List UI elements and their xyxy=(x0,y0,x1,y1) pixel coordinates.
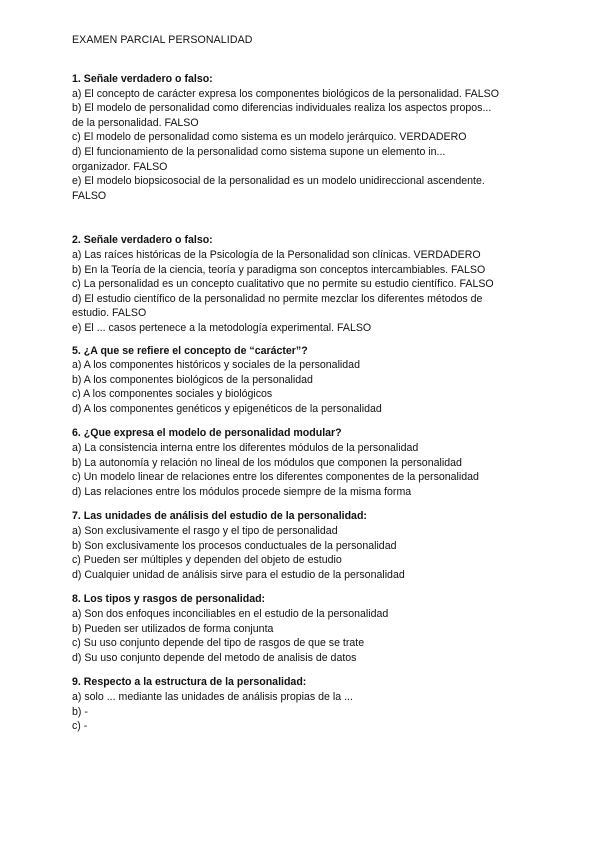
answer-line: d) Su uso conjunto depende del metodo de analisis de datos xyxy=(72,651,357,664)
answer-line: d) A los componentes genéticos y epigenéticos de la personalidad xyxy=(72,402,382,415)
question-heading: 8. Los tipos y rasgos de personalidad: xyxy=(72,593,266,606)
question-heading: 6. ¿Que expresa el modelo de personalidad modular? xyxy=(72,427,342,440)
answer-line: d) Las relaciones entre los módulos procede siempre de la misma forma xyxy=(72,485,412,498)
answer-line: d) El estudio científico de la personalidad no permite mezclar los diferentes métodos de xyxy=(72,292,483,305)
answer-line: e) El ... casos pertenece a la metodología experimental. FALSO xyxy=(72,321,372,334)
question-8 xyxy=(72,592,542,665)
answer-line: c) - xyxy=(72,720,88,733)
document-page xyxy=(72,34,542,734)
question-7 xyxy=(72,509,542,582)
question-heading: 2. Señale verdadero o falso: xyxy=(72,234,213,247)
answer-line: b) El modelo de personalidad como diferencias individuales realiza los aspectos propos... xyxy=(72,102,492,115)
answer-line: a) solo ... mediante las unidades de análisis propias de la ... xyxy=(72,690,353,703)
answer-line: organizador. FALSO xyxy=(72,160,168,173)
answer-line: c) A los componentes sociales y biológicos xyxy=(72,388,273,401)
question-9 xyxy=(72,675,542,733)
answer-line: b) - xyxy=(72,705,88,718)
answer-line: d) El funcionamiento de la personalidad como sistema supone un elemento in... xyxy=(72,145,446,158)
answer-line: a) La consistencia interna entre los diferentes módulos de la personalidad xyxy=(72,442,419,455)
question-1 xyxy=(72,72,542,203)
answer-line: e) El modelo biopsicosocial de la personalidad es un modelo unidireccional ascendente. xyxy=(72,175,485,188)
answer-line: estudio. FALSO xyxy=(72,307,147,320)
answer-line: d) Cualquier unidad de análisis sirve para el estudio de la personalidad xyxy=(72,568,405,581)
answer-line: b) Son exclusivamente los procesos conductuales de la personalidad xyxy=(72,539,397,552)
answer-line: c) El modelo de personalidad como sistema es un modelo jerárquico. VERDADERO xyxy=(72,131,467,144)
answer-line: de la personalidad. FALSO xyxy=(72,116,199,129)
answer-line: c) Pueden ser múltiples y dependen del objeto de estudio xyxy=(72,554,342,567)
answer-line: a) Son exclusivamente el rasgo y el tipo de personalidad xyxy=(72,525,338,538)
question-heading: 1. Señale verdadero o falso: xyxy=(72,73,213,85)
answer-line: c) Un modelo linear de relaciones entre los diferentes componentes de la personalidad xyxy=(72,471,479,484)
answer-line: a) Las raíces históricas de la Psicología de la Personalidad son clínicas. VERDADERO xyxy=(72,248,481,261)
answer-line: b) Pueden ser utilizados de forma conjunta xyxy=(72,622,274,635)
answer-line: c) Su uso conjunto depende del tipo de rasgos de que se trate xyxy=(72,637,365,650)
question-heading: 5. ¿A que se refiere el concepto de “carácter”? xyxy=(72,344,308,357)
answer-line: FALSO xyxy=(72,189,107,202)
question-2 xyxy=(72,233,542,335)
answer-line: b) La autonomía y relación no lineal de los módulos que componen la personalidad xyxy=(72,456,462,469)
question-heading: 9. Respecto a la estructura de la personalidad: xyxy=(72,676,307,689)
answer-line: c) La personalidad es un concepto cualitativo que no permite su estudio científico. FALSO xyxy=(72,278,494,291)
answer-line: a) A los componentes históricos y sociales de la personalidad xyxy=(72,359,360,372)
answer-line: b) A los componentes biológicos de la personalidad xyxy=(72,373,313,386)
question-5 xyxy=(72,344,542,417)
answer-line: a) El concepto de carácter expresa los componentes biológicos de la personalidad. FALSO xyxy=(72,87,499,100)
document-title: EXAMEN PARCIAL PERSONALIDAD xyxy=(72,34,253,46)
question-heading: 7. Las unidades de análisis del estudio de la personalidad: xyxy=(72,510,367,523)
answer-line: a) Son dos enfoques inconciliables en el estudio de la personalidad xyxy=(72,608,389,620)
question-6 xyxy=(72,426,542,499)
answer-line: b) En la Teoría de la ciencia, teoría y paradigma son conceptos intercambiables. FALSO xyxy=(72,263,486,276)
